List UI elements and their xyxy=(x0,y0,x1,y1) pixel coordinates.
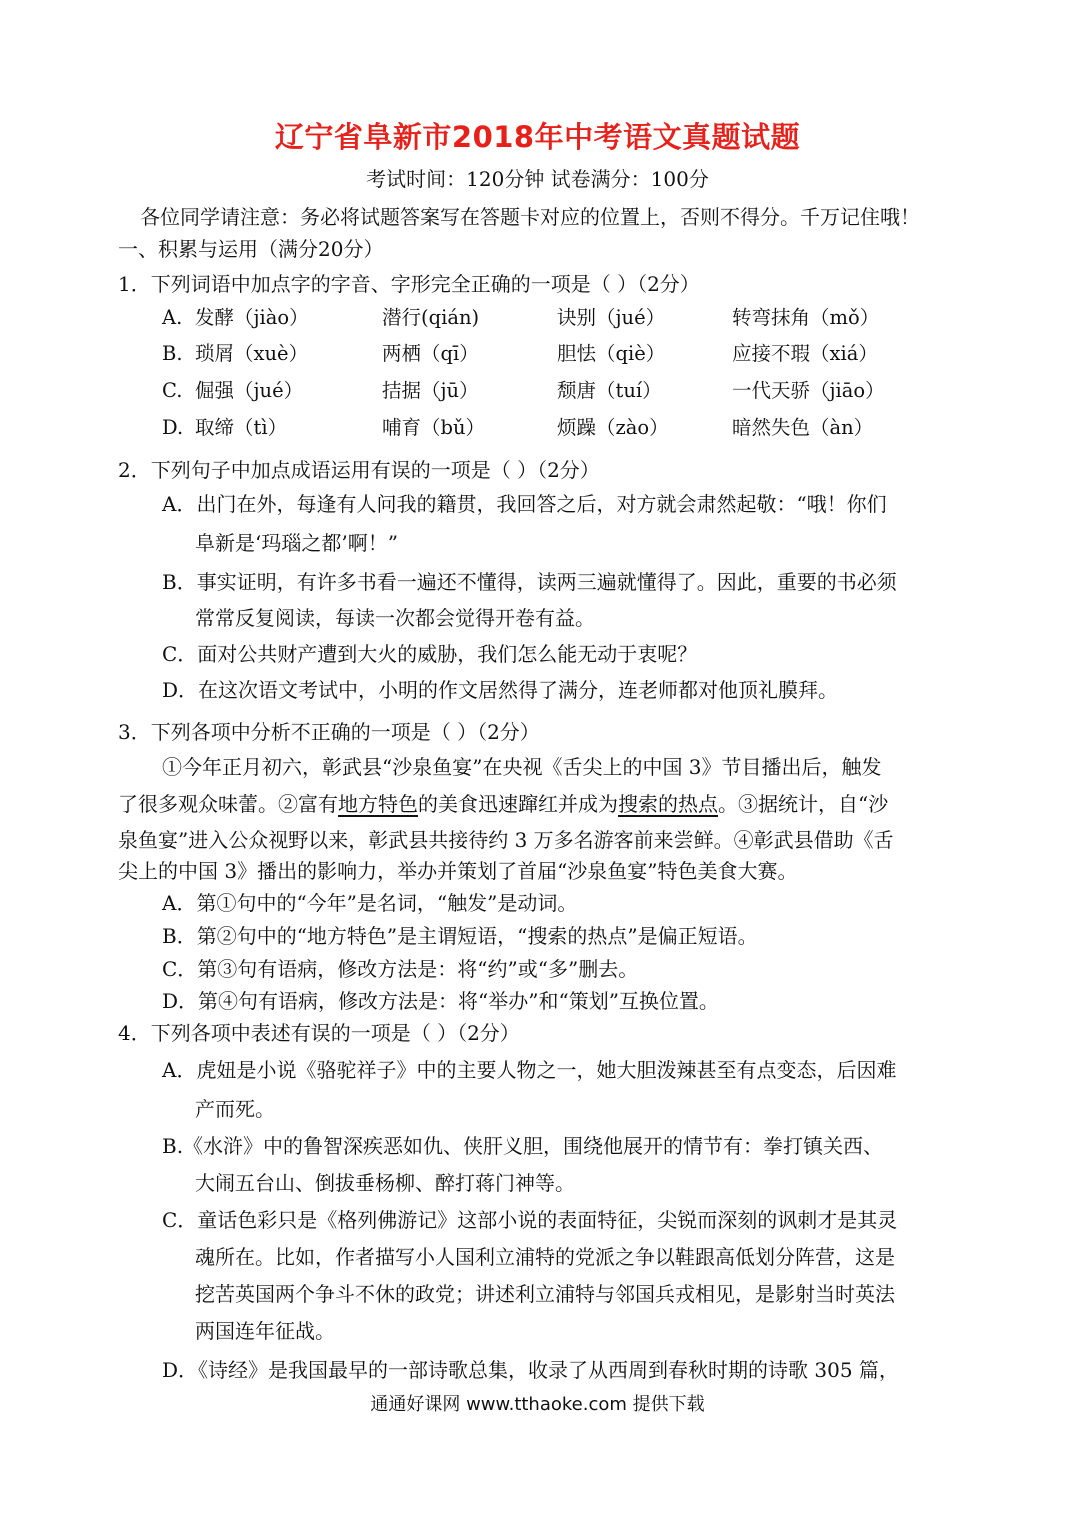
question-2-option-a-cont: 阜新是‘玛瑙之都’啊！” xyxy=(195,531,398,555)
question-4-option-a: A．虎妞是小说《骆驼祥子》中的主要人物之一，她大胆泼辣甚至有点变态，后因难 xyxy=(162,1058,897,1082)
option-label: A. xyxy=(162,306,183,329)
question-2-option-a: A．出门在外，每逢有人问我的籍贯，我回答之后，对方就会肃然起敬：“哦！你们 xyxy=(162,492,887,516)
question-4-option-a-cont: 产而死。 xyxy=(195,1097,275,1121)
question-4-option-b: B.《水浒》中的鲁智深疾恶如仇、侠肝义胆，围绕他展开的情节有：拳打镇关西、 xyxy=(162,1134,884,1158)
question-3-passage-line: ①今年正月初六，彰武县“沙泉鱼宴”在央视《舌尖上的中国 3》节目播出后，触发 xyxy=(162,755,882,779)
option-word: 胆怯（qiè） xyxy=(557,342,666,365)
question-4-option-c-cont: 两国连年征战。 xyxy=(195,1319,335,1343)
underlined-phrase: 搜索的热点 xyxy=(618,792,718,816)
notice: 各位同学请注意：务必将试题答案写在答题卡对应的位置上，否则不得分。千万记住哦！ xyxy=(140,205,920,229)
section-heading: 一、积累与运用（满分20分） xyxy=(118,237,384,261)
option-word: 哺育（bǔ） xyxy=(382,416,486,439)
option-word: 暗然失色（àn） xyxy=(732,416,874,439)
question-3-passage-line: 尖上的中国 3》播出的影响力，举办并策划了首届“沙泉鱼宴”特色美食大赛。 xyxy=(118,859,798,883)
option-word: 两栖（qī） xyxy=(382,342,479,365)
option-word: 一代天骄（jiāo） xyxy=(732,379,885,402)
question-3-stem: 3．下列各项中分析不正确的一项是（ ）（2分） xyxy=(118,720,540,744)
question-1-stem: 1．下列词语中加点字的字音、字形完全正确的一项是（ ）（2分） xyxy=(118,272,700,296)
question-3-option-b: B．第②句中的“地方特色”是主谓短语，“搜索的热点”是偏正短语。 xyxy=(162,924,758,948)
question-3-passage-line xyxy=(118,790,888,818)
option-word: 颓唐（tuí） xyxy=(557,379,662,402)
question-4-option-c-cont: 魂所在。比如，作者描写小人国利立浦特的党派之争以鞋跟高低划分阵营，这是 xyxy=(195,1245,895,1269)
option-word: 应接不瑕（xiá） xyxy=(732,342,878,365)
question-3-option-d: D．第④句有语病，修改方法是：将“举办”和“策划”互换位置。 xyxy=(162,989,719,1013)
page-title: 辽宁省阜新市2018年中考语文真题试题 xyxy=(274,120,801,154)
question-4-option-c-cont: 挖苦英国两个争斗不休的政党；讲述利立浦特与邻国兵戎相见，是影射当时英法 xyxy=(195,1282,895,1306)
option-label: D. xyxy=(162,416,184,439)
option-word: 拮据（jū） xyxy=(382,379,479,402)
option-word: 潜行(qián) xyxy=(382,306,480,329)
question-2-stem: 2．下列句子中加点成语运用有误的一项是（ ）（2分） xyxy=(118,458,600,482)
option-word: 取缔（tì） xyxy=(195,416,288,439)
footer-source: 通通好课网 www.tthaoke.com 提供下载 xyxy=(370,1394,705,1415)
option-word: 烦躁（zào） xyxy=(557,416,669,439)
question-2-option-b: B．事实证明，有许多书看一遍还不懂得，读两三遍就懂得了。因此，重要的书必须 xyxy=(162,570,897,594)
question-2-option-d: D．在这次语文考试中，小明的作文居然得了满分，连老师都对他顶礼膜拜。 xyxy=(162,678,839,702)
question-3-option-a: A．第①句中的“今年”是名词，“触发”是动词。 xyxy=(162,891,578,915)
option-label: B. xyxy=(162,342,183,365)
passage-text: 了很多观众味蕾。②富有 xyxy=(118,792,338,816)
passage-text: 的美食迅速蹿红并成为 xyxy=(418,792,618,816)
question-4-option-d: D．《诗经》是我国最早的一部诗歌总集，收录了从西周到春秋时期的诗歌 305 篇， xyxy=(162,1358,899,1382)
option-word: 发酵（jiào） xyxy=(195,306,309,329)
underlined-phrase: 地方特色 xyxy=(338,792,418,816)
option-word: 诀别（jué） xyxy=(557,306,666,329)
exam-info: 考试时间：120分钟 试卷满分：100分 xyxy=(366,167,709,191)
option-label: C. xyxy=(162,379,183,402)
question-3-option-c: C．第③句有语病，修改方法是：将“约”或“多”删去。 xyxy=(162,957,639,981)
option-word: 琐屑（xuè） xyxy=(195,342,309,365)
question-3-passage-line: 泉鱼宴”进入公众视野以来，彰武县共接待约 3 万多名游客前来尝鲜。④彰武县借助《舌 xyxy=(118,828,894,852)
question-4-option-c: C．童话色彩只是《格列佛游记》这部小说的表面特征，尖锐而深刻的讽刺才是其灵 xyxy=(162,1208,898,1232)
question-4-stem: 4．下列各项中表述有误的一项是（ ）（2分） xyxy=(118,1021,520,1045)
option-word: 倔强（jué） xyxy=(195,379,304,402)
question-2-option-b-cont: 常常反复阅读，每读一次都会觉得开卷有益。 xyxy=(195,606,595,630)
question-2-option-c: C．面对公共财产遭到大火的威胁，我们怎么能无动于衷呢？ xyxy=(162,642,698,666)
option-word: 转弯抹角（mǒ） xyxy=(732,306,880,329)
question-4-option-b-cont: 大闹五台山、倒拔垂杨柳、醉打蒋门神等。 xyxy=(195,1171,575,1195)
passage-text: 。③据统计，自“沙 xyxy=(718,792,889,816)
